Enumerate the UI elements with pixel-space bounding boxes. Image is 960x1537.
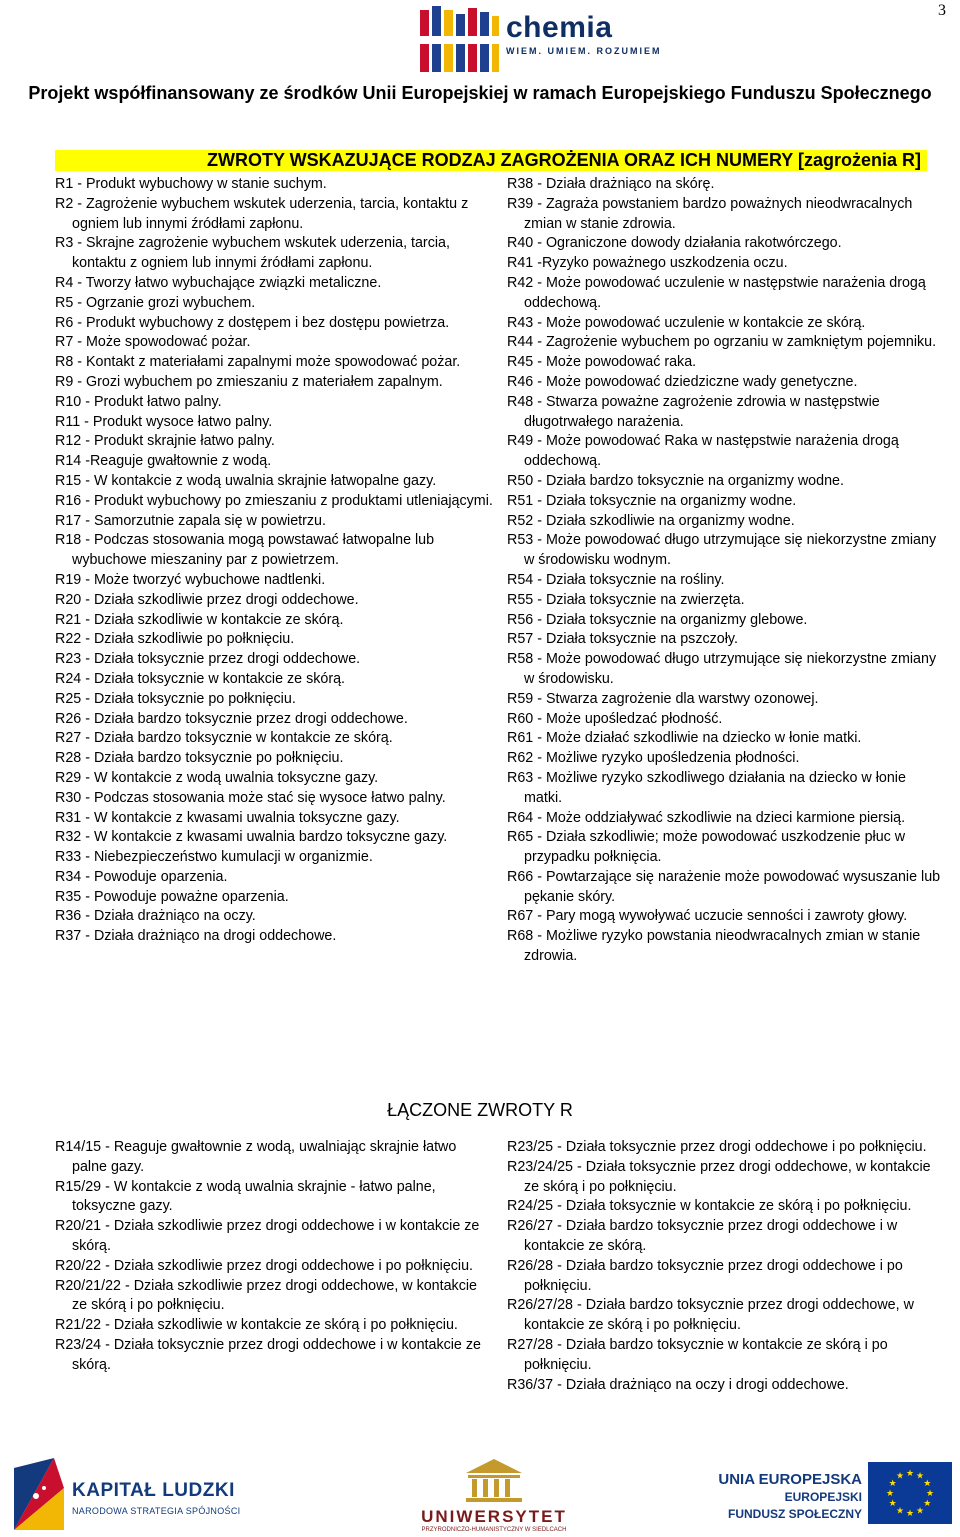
phrase-code: R43: [507, 314, 534, 331]
phrase-code: R10: [55, 393, 82, 410]
phrase-entry: [507, 927, 947, 967]
phrase-text: - Produkt wybuchowy po zmieszaniu z produktami utleniającymi.: [81, 492, 493, 509]
logo-title: chemia: [506, 11, 613, 44]
phrase-entry: [507, 1197, 937, 1217]
phrase-entry: [55, 452, 495, 472]
phrase-text: - W kontakcie z wodą uwalnia skrajnie łatwopalne gazy.: [81, 472, 437, 489]
phrase-entry: [55, 1138, 485, 1178]
phrase-text: - Niebezpieczeństwo kumulacji w organizmie.: [81, 849, 373, 866]
phrase-text: - Działa bardzo toksycznie przez drogi oddechowe, w kontakcie ze skórą i po połknięciu.: [524, 1297, 914, 1334]
phrase-entry: [507, 769, 947, 809]
phrase-entry: [507, 432, 947, 472]
phrase-code: R55: [507, 591, 534, 608]
eu-star-icon: ★: [885, 1488, 895, 1498]
phrase-code: R52: [507, 512, 534, 529]
university-name: UNIWERSYTET: [421, 1507, 567, 1526]
phrase-code: R36/37: [507, 1376, 554, 1393]
phrase-code: R63: [507, 769, 534, 786]
phrase-code: R68: [507, 928, 534, 945]
phrase-text: - Działa drażniąco na oczy.: [81, 908, 256, 925]
phrase-entry: [55, 868, 495, 888]
phrase-code: R24: [55, 670, 82, 687]
university-building-icon: [464, 1457, 524, 1503]
phrase-text: - Działa toksycznie przez drogi oddechowe i po połknięciu.: [553, 1139, 927, 1155]
phrase-text: - Działa szkodliwie na organizmy wodne.: [533, 512, 795, 529]
phrase-code: R6: [55, 314, 74, 331]
phrase-entry: [507, 1296, 937, 1336]
eu-star-icon: ★: [915, 1505, 925, 1516]
phrase-text: - Działa bardzo toksycznie w kontakcie ze skórą i po połknięciu.: [524, 1336, 888, 1373]
phrase-text: - Powoduje oparzenia.: [81, 868, 228, 885]
phrase-text: - Może powodować raka.: [533, 354, 697, 371]
phrase-entry: [55, 432, 495, 452]
phrase-entry: [507, 868, 947, 908]
phrase-text: - Może powodować Raka w następstwie narażenia drogą oddechową.: [524, 433, 899, 470]
university-subtitle: PRZYRODNICZO-HUMANISTYCZNY W SIEDLCACH: [421, 1527, 567, 1533]
phrase-text: - Działa toksycznie na pszczoły.: [533, 631, 738, 648]
phrase-text: - Może powodować długo utrzymujące się niekorzystne zmiany w środowisku.: [524, 651, 937, 687]
eu-star-icon: ★: [905, 1508, 915, 1518]
phrase-text: - Działa toksycznie na zwierzęta.: [533, 591, 745, 608]
phrase-entry: [55, 769, 495, 789]
phrase-text: - Ogrzanie grozi wybuchem.: [73, 294, 256, 311]
phrase-text: - Działa toksycznie na rośliny.: [533, 571, 725, 588]
phrase-text: - Powtarzające się narażenie może powodować wysuszanie lub pękanie skóry.: [524, 868, 941, 905]
phrase-code: R32: [55, 829, 82, 846]
phrase-entry: [55, 571, 495, 591]
phrase-code: R22: [55, 631, 82, 648]
kapital-ludzki-flag-icon: [14, 1458, 64, 1530]
phrase-code: R12: [55, 433, 82, 450]
phrase-text: - Grozi wybuchem po zmieszaniu z materiałem zapalnym.: [73, 373, 443, 390]
phrase-entry: [507, 175, 947, 195]
phrase-entry: [507, 690, 947, 710]
phrase-text: - Możliwe ryzyko szkodliwego działania na dziecko w łonie matki.: [524, 769, 906, 806]
phrase-entry: [55, 234, 495, 274]
phrase-entry: [55, 927, 495, 947]
chemia-logo-icon: [418, 6, 502, 76]
phrase-code: R20/22: [55, 1257, 102, 1274]
phrase-entry: [507, 1257, 937, 1297]
phrase-entry: [507, 907, 947, 927]
eu-logo: [712, 1460, 952, 1532]
phrase-entry: [55, 710, 495, 730]
phrase-entry: [55, 828, 495, 848]
eu-star-icon: ★: [888, 1498, 897, 1508]
phrase-code: R25: [55, 690, 82, 707]
phrase-entry: [507, 749, 947, 769]
main-heading: ZWROTY WSKAZUJĄCE RODZAJ ZAGROŻENIA ORAZ ICH NUMERY [zagrożenia R]: [55, 150, 927, 171]
phrase-entry: [507, 254, 947, 274]
phrase-text: - Może oddziaływać szkodliwie na dzieci karmione piersią.: [533, 809, 906, 826]
kapital-ludzki-logo: [14, 1458, 274, 1530]
phrase-entry: [55, 472, 495, 492]
phrase-text: - Może upośledzać płodność.: [533, 710, 723, 727]
phrase-code: R23/25: [507, 1139, 554, 1155]
phrase-code: R19: [55, 571, 82, 588]
eu-line2: EUROPEJSKI: [784, 1490, 862, 1504]
r-phrases-left-column: [55, 175, 495, 947]
phrase-code: R56: [507, 611, 534, 628]
phrase-entry: [55, 314, 495, 334]
phrase-text: - Działa bardzo toksycznie przez drogi oddechowe i w kontakcie ze skórą.: [524, 1218, 898, 1254]
eu-star-icon: ★: [923, 1478, 932, 1488]
phrase-code: R26: [55, 710, 82, 727]
phrase-code: R16: [55, 492, 82, 509]
phrase-code: R7: [55, 334, 74, 351]
phrase-text: - Powoduje poważne oparzenia.: [81, 888, 289, 905]
phrase-code: R54: [507, 571, 534, 588]
phrase-code: R26/27/28: [507, 1297, 573, 1314]
phrase-text: - Działa szkodliwie przez drogi oddechowe i po połknięciu.: [101, 1257, 474, 1274]
phrase-code: R58: [507, 651, 534, 668]
phrase-entry: [507, 195, 947, 235]
eu-star-icon: ★: [895, 1470, 905, 1481]
phrase-entry: [55, 1277, 485, 1317]
phrase-entry: [55, 353, 495, 373]
phrase-code: R26/27: [507, 1218, 554, 1235]
phrase-text: - Produkt łatwo palny.: [81, 393, 222, 410]
phrase-entry: [55, 413, 495, 433]
phrase-entry: [507, 393, 947, 433]
phrase-text: - Działa toksycznie przez drogi oddechowe, w kontakcie ze skórą i po połknięciu.: [524, 1158, 931, 1195]
phrase-text: - Zagrożenie wybuchem wskutek uderzenia, tarcia, kontaktu z ogniem lub innymi źródłami zapłonu.: [72, 195, 469, 232]
phrase-entry: [507, 571, 947, 591]
phrase-text: - Może powodować dziedziczne wady genetyczne.: [533, 373, 858, 390]
phrase-text: - Działa toksycznie przez drogi oddechowe i w kontakcie ze skórą.: [72, 1336, 481, 1373]
phrase-code: R44: [507, 334, 534, 351]
phrase-text: - Ograniczone dowody działania rakotwórczego.: [533, 235, 842, 252]
phrase-code: R31: [55, 809, 82, 826]
phrase-text: - Może działać szkodliwie na dziecko w łonie matki.: [533, 730, 862, 747]
phrase-entry: [55, 809, 495, 829]
phrase-code: R23/24: [55, 1336, 102, 1353]
phrase-text: - Działa szkodliwie; może powodować uszkodzenie płuc w przypadku połknięcia.: [524, 829, 906, 866]
phrase-text: - Może powodować długo utrzymujące się niekorzystne zmiany w środowisku wodnym.: [524, 532, 937, 569]
phrase-text: - Podczas stosowania mogą powstawać łatwopalne lub wybuchowe mieszaniny par z powietrzem.: [72, 532, 435, 569]
phrase-code: R39: [507, 195, 534, 212]
phrase-entry: [507, 630, 947, 650]
phrase-code: R4: [55, 274, 74, 291]
phrase-entry: [55, 512, 495, 532]
phrase-text: - Możliwe ryzyko powstania nieodwracalnych zmian w stanie zdrowia.: [524, 928, 921, 965]
phrase-entry: [507, 1336, 937, 1376]
phrase-code: R3: [55, 235, 74, 252]
phrase-code: R38: [507, 176, 534, 192]
phrase-text: - Działa drażniąco na oczy i drogi oddechowe.: [553, 1376, 849, 1393]
phrase-text: - Reaguje gwałtownie z wodą, uwalniając skrajnie łatwo palne gazy.: [72, 1139, 457, 1175]
phrase-text: - Działa szkodliwie przez drogi oddechowe, w kontakcie ze skórą i po połknięciu.: [72, 1277, 477, 1314]
phrase-text: - Może spowodować pożar.: [73, 334, 251, 351]
phrase-code: R14: [55, 453, 82, 470]
phrase-entry: [507, 1376, 937, 1396]
phrase-entry: [507, 828, 947, 868]
phrase-entry: [507, 611, 947, 631]
phrase-entry: [55, 294, 495, 314]
phrase-code: R23: [55, 651, 82, 668]
phrase-code: R8: [55, 354, 74, 371]
phrase-text: - Działa bardzo toksycznie po połknięciu.: [81, 750, 344, 767]
phrase-text: - Stwarza poważne zagrożenie zdrowia w następstwie długotrwałego narażenia.: [524, 393, 880, 430]
r-phrases-right-column: [507, 175, 947, 967]
phrase-entry: [55, 1257, 485, 1277]
phrase-code: R20/21: [55, 1218, 102, 1235]
phrase-code: R20/21/22: [55, 1277, 121, 1294]
phrase-text: - Działa bardzo toksycznie w kontakcie ze skórą.: [81, 730, 393, 747]
phrase-text: - Działa toksycznie na organizmy glebowe.: [533, 611, 808, 628]
phrase-code: R42: [507, 274, 534, 291]
combined-heading: ŁĄCZONE ZWROTY R: [387, 1100, 573, 1120]
phrase-text: - Może powodować uczulenie w kontakcie ze skórą.: [533, 314, 866, 331]
phrase-code: R1: [55, 176, 74, 192]
eu-star-icon: ★: [888, 1478, 897, 1488]
phrase-entry: [507, 353, 947, 373]
phrase-entry: [55, 888, 495, 908]
phrase-code: R49: [507, 433, 534, 450]
phrase-code: R61: [507, 730, 534, 747]
phrase-text: - Działa toksycznie na organizmy wodne.: [533, 492, 797, 509]
phrase-code: R60: [507, 710, 534, 727]
page-number: 3: [938, 2, 946, 19]
phrase-code: R28: [55, 750, 82, 767]
phrase-code: R66: [507, 868, 534, 885]
phrase-code: R48: [507, 393, 534, 410]
eu-star-icon: ★: [905, 1468, 915, 1478]
phrase-entry: [55, 848, 495, 868]
phrase-entry: [507, 314, 947, 334]
phrase-text: - Produkt wysoce łatwo palny.: [80, 413, 273, 430]
phrase-entry: [507, 472, 947, 492]
phrase-code: R34: [55, 868, 82, 885]
phrase-code: R57: [507, 631, 534, 648]
phrase-text: - Działa szkodliwie w kontakcie ze skórą.: [81, 611, 344, 628]
phrase-code: R30: [55, 789, 82, 806]
phrase-text: - W kontakcie z kwasami uwalnia bardzo toksyczne gazy.: [81, 829, 448, 846]
phrase-text: - Działa toksycznie po połknięciu.: [81, 690, 296, 707]
eu-line1: UNIA EUROPEJSKA: [718, 1471, 862, 1488]
phrase-entry: [55, 1316, 485, 1336]
phrase-text: - Zagraża powstaniem bardzo poważnych nieodwracalnych zmian w stanie zdrowia.: [524, 195, 913, 232]
phrase-entry: [507, 234, 947, 254]
eu-star-icon: ★: [895, 1505, 905, 1516]
eu-star-icon: ★: [925, 1488, 935, 1498]
phrase-text: -Ryzyko poważnego uszkodzenia oczu.: [533, 255, 788, 272]
phrase-code: R50: [507, 472, 534, 489]
kapital-ludzki-title: KAPITAŁ LUDZKI: [72, 1480, 235, 1501]
phrase-entry: [507, 531, 947, 571]
phrase-text: - Może powodować uczulenie w następstwie narażenia drogą oddechową.: [524, 274, 926, 311]
phrase-entry: [55, 195, 495, 235]
phrase-entry: [55, 373, 495, 393]
phrase-code: R27/28: [507, 1336, 554, 1353]
combined-phrases-left-column: [55, 1138, 485, 1376]
phrase-code: R36: [55, 908, 82, 925]
phrase-entry: [55, 749, 495, 769]
phrase-text: - Działa drażniąco na skórę.: [533, 176, 715, 192]
phrase-entry: [507, 274, 947, 314]
phrase-text: - W kontakcie z wodą uwalnia toksyczne gazy.: [81, 769, 379, 786]
phrase-code: R26/28: [507, 1257, 554, 1274]
phrase-text: - Działa toksycznie przez drogi oddechowe.: [81, 651, 361, 668]
phrase-code: R62: [507, 750, 534, 767]
project-funding-line: Projekt współfinansowany ze środków Unii Europejskiej w ramach Europejskiego Funduszu Społecznego: [28, 83, 932, 103]
phrase-entry: [55, 591, 495, 611]
phrase-code: R20: [55, 591, 82, 608]
phrase-entry: [507, 333, 947, 353]
phrase-entry: [55, 611, 495, 631]
phrase-entry: [55, 630, 495, 650]
phrase-entry: [507, 591, 947, 611]
phrase-entry: [55, 531, 495, 571]
phrase-code: R15: [55, 472, 82, 489]
phrase-entry: [507, 650, 947, 690]
phrase-code: R17: [55, 512, 82, 529]
logo-tagline: WIEM. UMIEM. ROZUMIEM: [506, 46, 662, 56]
phrase-text: - Pary mogą wywoływać uczucie senności i zawroty głowy.: [533, 908, 908, 925]
phrase-text: - Działa toksycznie w kontakcie ze skórą.: [81, 670, 346, 687]
university-logo: [404, 1457, 584, 1535]
phrase-code: R33: [55, 849, 82, 866]
phrase-code: R24/25: [507, 1198, 554, 1215]
phrase-entry: [507, 1138, 937, 1158]
phrase-text: - Produkt skrajnie łatwo palny.: [81, 433, 275, 450]
phrase-entry: [507, 1217, 937, 1257]
kapital-ludzki-subtitle: NARODOWA STRATEGIA SPÓJNOŚCI: [72, 1506, 241, 1516]
phrase-text: - Zagrożenie wybuchem po ogrzaniu w zamkniętym pojemniku.: [533, 334, 937, 351]
phrase-code: R59: [507, 690, 534, 707]
phrase-code: R53: [507, 532, 534, 549]
phrase-text: - Produkt wybuchowy z dostępem i bez dostępu powietrza.: [73, 314, 450, 331]
eu-star-icon: ★: [915, 1470, 925, 1481]
phrase-text: - Produkt wybuchowy w stanie suchym.: [73, 176, 327, 192]
eu-star-icon: ★: [923, 1498, 932, 1508]
phrase-text: - Podczas stosowania może stać się wysoce łatwo palny.: [81, 789, 446, 806]
phrase-entry: [55, 1178, 485, 1218]
phrase-text: - Działa bardzo toksycznie na organizmy wodne.: [533, 472, 844, 489]
phrase-entry: [55, 907, 495, 927]
phrase-code: R40: [507, 235, 534, 252]
phrase-code: R21/22: [55, 1317, 102, 1334]
phrase-entry: [55, 729, 495, 749]
phrase-text: - Tworzy łatwo wybuchające związki metaliczne.: [73, 274, 382, 291]
phrase-entry: [55, 1217, 485, 1257]
phrase-entry: [507, 492, 947, 512]
phrase-entry: [507, 1158, 937, 1198]
phrase-code: R15/29: [55, 1178, 102, 1195]
phrase-entry: [507, 512, 947, 532]
phrase-code: R51: [507, 492, 534, 509]
phrase-code: R11: [55, 413, 81, 430]
phrase-text: - W kontakcie z kwasami uwalnia toksyczne gazy.: [81, 809, 400, 826]
phrase-text: - Działa drażniąco na drogi oddechowe.: [81, 928, 337, 945]
phrase-text: - Działa szkodliwie przez drogi oddechowe i w kontakcie ze skórą.: [72, 1218, 480, 1254]
phrase-entry: [55, 1336, 485, 1376]
phrase-entry: [507, 809, 947, 829]
phrase-code: R41: [507, 255, 534, 272]
phrase-entry: [55, 175, 495, 195]
phrase-entry: [55, 333, 495, 353]
phrase-entry: [55, 690, 495, 710]
logo-wordmark: [506, 12, 662, 56]
phrase-code: R64: [507, 809, 534, 826]
phrase-text: - Działa szkodliwie w kontakcie ze skórą i po połknięciu.: [101, 1317, 458, 1334]
phrase-text: - Może tworzyć wybuchowe nadtlenki.: [81, 571, 326, 588]
phrase-text: - Możliwe ryzyko upośledzenia płodności.: [533, 750, 800, 767]
phrase-code: R5: [55, 294, 74, 311]
phrase-code: R65: [507, 829, 534, 846]
combined-phrases-right-column: [507, 1138, 937, 1395]
phrase-entry: [55, 393, 495, 413]
phrase-text: - Działa szkodliwie po połknięciu.: [81, 631, 295, 648]
phrase-entry: [507, 373, 947, 393]
phrase-code: R18: [55, 532, 82, 549]
phrase-text: - Samorzutnie zapala się w powietrzu.: [81, 512, 326, 529]
phrase-text: -Reaguje gwałtownie z wodą.: [81, 453, 272, 470]
phrase-code: R14/15: [55, 1139, 102, 1155]
phrase-text: - Działa szkodliwie przez drogi oddechowe.: [81, 591, 359, 608]
phrase-code: R35: [55, 888, 82, 905]
phrase-text: - Stwarza zagrożenie dla warstwy ozonowej.: [533, 690, 819, 707]
phrase-entry: [55, 274, 495, 294]
phrase-entry: [55, 789, 495, 809]
phrase-code: R2: [55, 195, 74, 212]
phrase-text: - Działa toksycznie w kontakcie ze skórą i po połknięciu.: [553, 1198, 912, 1215]
phrase-entry: [507, 710, 947, 730]
phrase-code: R9: [55, 373, 74, 390]
phrase-entry: [507, 729, 947, 749]
phrase-entry: [55, 650, 495, 670]
phrase-code: R45: [507, 354, 534, 371]
phrase-code: R27: [55, 730, 82, 747]
phrase-text: - Działa bardzo toksycznie przez drogi oddechowe i po połknięciu.: [524, 1257, 903, 1294]
phrase-text: - Działa bardzo toksycznie przez drogi oddechowe.: [81, 710, 408, 727]
phrase-code: R29: [55, 769, 82, 786]
phrase-code: R67: [507, 908, 534, 925]
phrase-code: R37: [55, 928, 82, 945]
phrase-text: - W kontakcie z wodą uwalnia skrajnie - łatwo palne, toksyczne gazy.: [72, 1178, 436, 1215]
eu-line3: FUNDUSZ SPOŁECZNY: [727, 1507, 862, 1521]
phrase-entry: [55, 670, 495, 690]
phrase-entry: [55, 492, 495, 512]
phrase-text: - Kontakt z materiałami zapalnymi może spowodować pożar.: [73, 354, 461, 371]
phrase-code: R23/24/25: [507, 1158, 573, 1175]
phrase-code: R21: [55, 611, 82, 628]
eu-flag-icon: [868, 1462, 952, 1524]
phrase-text: - Skrajne zagrożenie wybuchem wskutek uderzenia, tarcia, kontaktu z ogniem lub innymi źródłami zapłonu.: [72, 235, 450, 272]
phrase-code: R46: [507, 373, 534, 390]
